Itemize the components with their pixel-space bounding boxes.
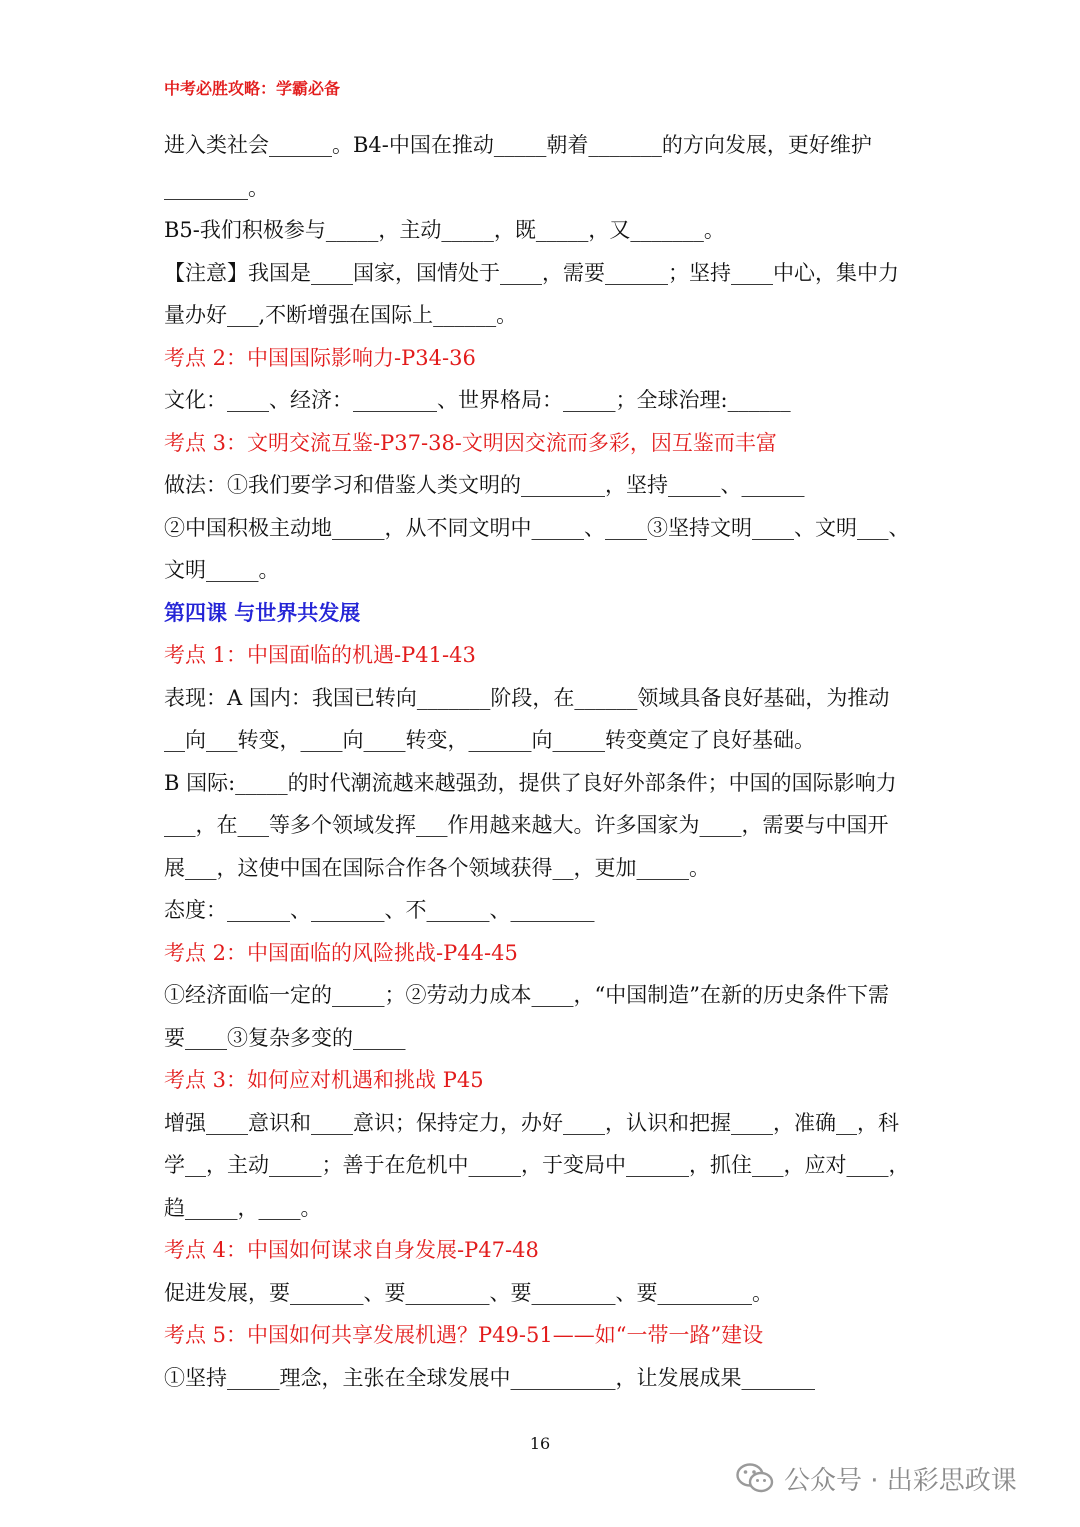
text-line: B5-我们积极参与_____，主动_____，既_____，又_______。 xyxy=(164,218,725,242)
section-heading: 考点 3：文明交流互鉴-P37-38-文明因交流而多彩，因互鉴而丰富 xyxy=(164,430,777,455)
text-line: 文化：____、经济：________、世界格局：_____；全球治理:______ xyxy=(164,388,791,412)
text-line: __向___转变，____向____转变，______向_____转变奠定了良好基础。 xyxy=(164,728,815,752)
text-line: 展___，这使中国在国际合作各个领域获得__，更加_____。 xyxy=(164,855,710,880)
text-line: 进入类社会______。B4-中国在推动_____朝着_______的方向发展，更好维护 xyxy=(164,133,872,157)
text-line: 要____③复杂多变的_____ xyxy=(164,1025,406,1050)
text-line: 态度：______、_______、不______、________ xyxy=(164,898,595,922)
watermark-text: 公众号 · 出彩思政课 xyxy=(784,1465,1017,1496)
text-line: ___，在___等多个领域发挥___作用越来越大。许多国家为____，需要与中国开 xyxy=(164,813,889,837)
text-line: ________。 xyxy=(164,175,269,200)
section-heading: 考点 5：中国如何共享发展机遇？P49-51——如“一带一路”建设 xyxy=(164,1323,764,1347)
text-line: 增强____意识和____意识；保持定力，办好____，认识和把握____，准确__，科 xyxy=(164,1110,899,1135)
text-line: 促进发展，要_______、要________、要________、要_________。 xyxy=(164,1280,773,1305)
section-heading: 考点 2：中国面临的风险挑战-P44-45 xyxy=(164,940,518,965)
text-line: 量办好___,不断增强在国际上______。 xyxy=(164,303,518,327)
text-line: ②中国积极主动地_____，从不同文明中_____、____③坚持文明____、文明___、 xyxy=(164,515,910,540)
page-number: 16 xyxy=(529,1434,551,1453)
text-line: 【注意】我国是____国家，国情处于____，需要______；坚持____中心，集中力 xyxy=(164,260,899,285)
text-line: 做法：①我们要学习和借鉴人类文明的________，坚持_____、______ xyxy=(164,473,805,497)
text-line: B 国际:_____的时代潮流越来越强劲，提供了良好外部条件；中国的国际影响力 xyxy=(164,770,897,795)
text-line: 学__，主动_____；善于在危机中_____，于变局中______，抓住___，应对____， xyxy=(164,1153,910,1177)
section-heading: 考点 1：中国面临的机遇-P41-43 xyxy=(164,643,476,667)
page-header-title: 中考必胜攻略：学霸必备 xyxy=(164,79,341,98)
watermark xyxy=(736,1455,1017,1501)
lesson-title: 第四课 与世界共发展 xyxy=(164,599,361,625)
text-line: 文明_____。 xyxy=(164,558,280,582)
text-line: ①经济面临一定的_____；②劳动力成本____，“中国制造”在新的历史条件下需 xyxy=(164,983,889,1007)
text-line: 趋_____，____。 xyxy=(164,1195,322,1220)
wechat-icon xyxy=(736,1462,774,1494)
section-heading: 考点 4：中国如何谋求自身发展-P47-48 xyxy=(164,1238,539,1262)
text-line: 表现：A 国内：我国已转向_______阶段，在______领域具备良好基础，为推动 xyxy=(164,685,890,710)
section-heading: 考点 2：中国国际影响力-P34-36 xyxy=(164,345,476,370)
text-line: ①坚持_____理念，主张在全球发展中__________，让发展成果_______ xyxy=(164,1365,815,1390)
section-heading: 考点 3：如何应对机遇和挑战 P45 xyxy=(164,1068,484,1092)
document-body xyxy=(164,124,920,1399)
